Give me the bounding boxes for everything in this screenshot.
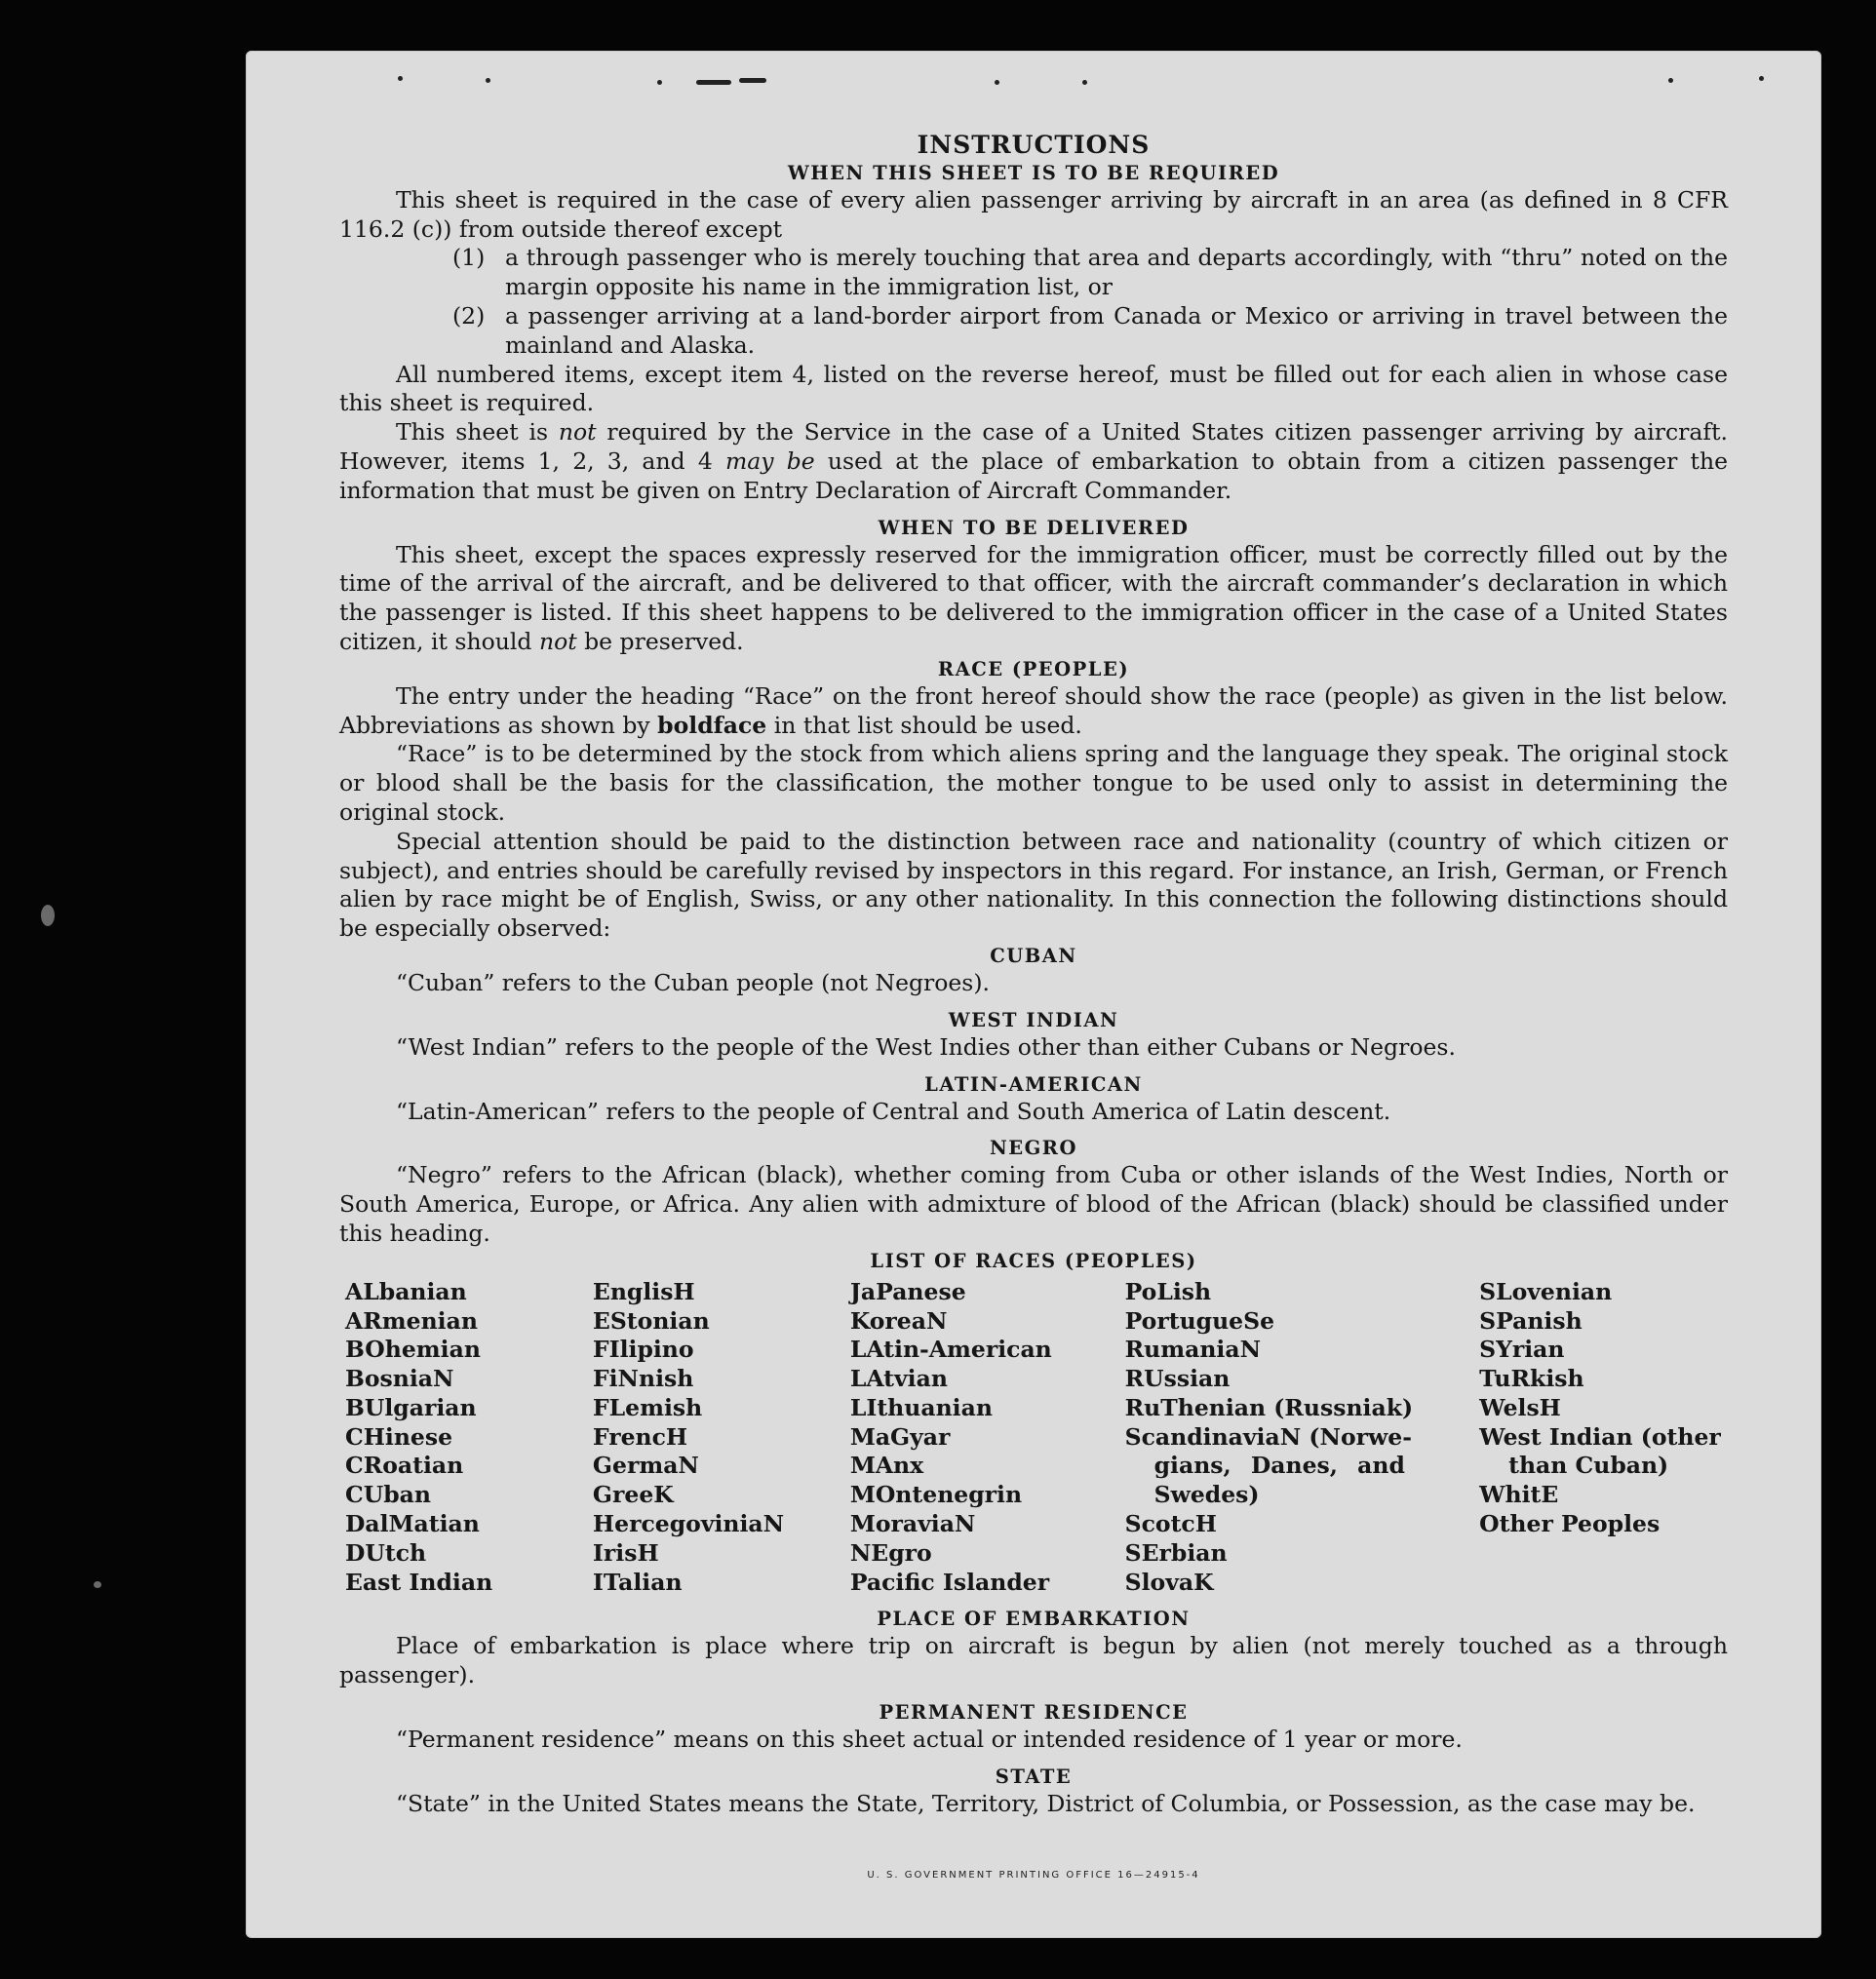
race-entry: MoraviaN [849, 1510, 976, 1538]
race-column [850, 1278, 1125, 1598]
paragraph-race-stock: “Race” is to be determined by the stock from which aliens spring and the language they speak. The original stock or blood shall be the basis for the classification, the mother tongue to be used only to assist in determining the original stock. [339, 740, 1728, 826]
race-entry: CRoatian [345, 1452, 464, 1480]
text-run: used at the place of embarkation to obtain from a citizen passenger the information that must be given on Entry Declaration of Aircraft Commander. [339, 446, 1728, 504]
heading-embarkation: PLACE OF EMBARKATION [877, 1608, 1191, 1631]
race-entry: SYrian [1479, 1336, 1565, 1364]
race-entry: MAnx [849, 1452, 924, 1480]
text-run: required by the Service in the case of a United States citizen passenger arriving by aircraft. However, items 1, 2, 3, and 4 [339, 418, 1728, 475]
race-entry: DalMatian [345, 1510, 480, 1538]
heading-list-of-races: LIST OF RACES (PEOPLES) [870, 1249, 1197, 1272]
race-entry: ScotcH [1124, 1510, 1217, 1538]
race-entry: BOhemian [345, 1336, 481, 1364]
heading-state: STATE [995, 1765, 1073, 1788]
race-column [1479, 1278, 1728, 1598]
race-entry-continued: Swedes) [1153, 1481, 1260, 1509]
race-entry: East Indian [345, 1568, 493, 1596]
printer-imprint: U. S. GOVERNMENT PRINTING OFFICE 16—24915-4 [867, 1870, 1200, 1881]
race-entry: ITalian [592, 1568, 683, 1596]
race-entry: BosniaN [345, 1365, 454, 1393]
race-entry: RuThenian (Russniak) [1124, 1393, 1414, 1421]
punch-mark [1082, 80, 1087, 85]
race-entry-continued: than Cuban) [1508, 1452, 1669, 1480]
heading-negro: NEGRO [989, 1137, 1078, 1160]
item-text: a passenger arriving at a land-border airport from Canada or Mexico or arriving in travel between the mainland and Alaska. [505, 301, 1728, 359]
numbered-item [452, 302, 1728, 361]
heading-cuban: CUBAN [990, 944, 1077, 967]
punch-mark [1668, 78, 1673, 83]
race-entry: WelsH [1479, 1393, 1561, 1421]
race-entry: ALbanian [345, 1277, 467, 1305]
race-entry: PoLish [1124, 1277, 1212, 1305]
race-entry: Other Peoples [1479, 1510, 1661, 1538]
race-entry: West Indian (other [1479, 1422, 1721, 1451]
paragraph-cuban: “Cuban” refers to the Cuban people (not Negroes). [396, 968, 991, 996]
heading-when-delivered: WHEN TO BE DELIVERED [878, 516, 1190, 539]
race-entry: ScandinaviaN (Norwe- [1124, 1422, 1412, 1451]
numbered-item [452, 244, 1728, 302]
race-entry: SErbian [1124, 1538, 1228, 1567]
page-title: INSTRUCTIONS [917, 131, 1151, 159]
race-entry: TuRkish [1479, 1365, 1584, 1393]
race-entry: IrisH [592, 1538, 659, 1567]
text-run: in that list should be used. [766, 711, 1082, 739]
race-entry: WhitE [1479, 1481, 1559, 1509]
race-entry: CUban [345, 1481, 431, 1509]
race-entry: SPanish [1479, 1306, 1583, 1335]
italic-text: may be [724, 446, 815, 475]
race-entry: JaPanese [849, 1277, 966, 1305]
heading-west-indian: WEST INDIAN [948, 1008, 1119, 1031]
race-entry: RUssian [1124, 1365, 1231, 1393]
punch-mark [696, 80, 731, 85]
race-entry: LAtin-American [849, 1336, 1052, 1364]
instructions-content [339, 131, 1728, 1819]
paragraph-embarkation: Place of embarkation is place where trip on aircraft is begun by alien (not merely touched as a through passenger). [339, 1632, 1728, 1689]
paragraph-negro: “Negro” refers to the African (black), whether coming from Cuba or other islands of the West Indies, North or South America, Europe, or Africa. Any alien with admixture of blood of the African (black) should be classified under this heading. [339, 1161, 1728, 1247]
bold-text: boldface [657, 711, 767, 739]
text-run: The entry under the heading “Race” on the front hereof should show the race (people) as given in the list below. Abbreviations as shown by [339, 681, 1728, 739]
scan-speck [94, 1581, 101, 1588]
paragraph-numbered-items: All numbered items, except item 4, listed on the reverse hereof, must be filled out for each alien in whose case this sheet is required. [339, 360, 1728, 417]
paragraph-residence: “Permanent residence” means on this sheet actual or intended residence of 1 year or more. [396, 1726, 1463, 1754]
paragraph-latin-american: “Latin-American” refers to the people of Central and South America of Latin descent. [396, 1097, 1391, 1125]
item-text: a through passenger who is merely touching that area and departs accordingly, with “thru” noted on the margin opposite his name in the immigration list, or [505, 244, 1728, 301]
punch-mark [398, 76, 403, 81]
italic-text: not [558, 418, 597, 446]
race-entry: LIthuanian [849, 1393, 993, 1421]
paragraph-state: “State” in the United States means the State, Territory, District of Columbia, or Possession, as the case may be. [396, 1789, 1696, 1817]
race-entry: NEgro [849, 1538, 932, 1567]
heading-residence: PERMANENT RESIDENCE [879, 1701, 1189, 1725]
paragraph-citizen-passenger [339, 418, 1728, 505]
race-entry: SLovenian [1479, 1277, 1613, 1305]
race-column [1125, 1278, 1479, 1598]
race-entry: KoreaN [849, 1306, 948, 1335]
race-list [345, 1278, 1728, 1598]
race-entry: HercegoviniaN [592, 1510, 785, 1538]
race-column [593, 1278, 850, 1598]
punch-mark [739, 78, 766, 83]
item-number: (1) [452, 244, 486, 272]
race-entry: MaGyar [849, 1422, 951, 1451]
race-entry: EnglisH [592, 1277, 695, 1305]
paragraph-race-entry [339, 682, 1728, 741]
race-entry: Pacific Islander [849, 1568, 1050, 1596]
race-entry: FIlipino [592, 1336, 694, 1364]
paragraph-delivery [339, 541, 1728, 657]
text-run: This sheet, except the spaces expressly reserved for the immigration officer, must be correctly filled out by the time of the arrival of the aircraft, and be delivered to that officer, with the aircraft commander’s declaration in which the passenger is listed. If this sheet happens to be delivered to the immigration officer in the case of a United States citizen, it should [339, 540, 1728, 655]
punch-mark [995, 80, 999, 85]
text-run: be preserved. [576, 627, 744, 655]
punch-mark [486, 78, 490, 83]
race-entry: DUtch [345, 1538, 427, 1567]
paragraph-west-indian: “West Indian” refers to the people of the West Indies other than either Cubans or Negroes. [396, 1032, 1456, 1061]
race-entry: GermaN [592, 1452, 699, 1480]
italic-text: not [538, 627, 577, 655]
race-entry: PortugueSe [1124, 1306, 1275, 1335]
race-entry: FrencH [592, 1422, 688, 1451]
document-sheet [246, 51, 1821, 1938]
paragraph-race-nationality: Special attention should be paid to the distinction between race and nationality (country of which citizen or subject), and entries should be carefully revised by inspectors in this regard. For instance, an Irish, German, or French alien by race might be of English, Swiss, or any other nationality. In this connection the following distinctions should be especially observed: [339, 827, 1728, 943]
race-column [345, 1278, 593, 1598]
heading-latin-american: LATIN-AMERICAN [924, 1072, 1143, 1096]
punch-marks [246, 72, 1821, 92]
race-entry: MOntenegrin [849, 1481, 1023, 1509]
scan-speck [41, 905, 55, 926]
paragraph-required-intro: This sheet is required in the case of every alien passenger arriving by aircraft in an area (as defined in 8 CFR 116.2 (c)) from outside thereof except [339, 185, 1728, 243]
race-entry: ARmenian [345, 1306, 478, 1335]
race-entry: FiNnish [592, 1365, 694, 1393]
punch-mark [657, 80, 662, 85]
heading-race: RACE (PEOPLE) [937, 657, 1130, 680]
race-entry: GreeK [592, 1481, 674, 1509]
punch-mark [1759, 76, 1764, 81]
race-entry-continued: gians, Danes, and [1153, 1452, 1405, 1480]
heading-when-required: WHEN THIS SHEET IS TO BE REQUIRED [787, 161, 1280, 184]
race-entry: LAtvian [849, 1365, 948, 1393]
item-number: (2) [452, 301, 486, 330]
race-entry: SlovaK [1124, 1568, 1214, 1596]
race-entry: RumaniaN [1124, 1336, 1262, 1364]
race-entry: EStonian [592, 1306, 710, 1335]
text-run: This sheet is [396, 418, 559, 446]
race-entry: CHinese [345, 1422, 453, 1451]
race-entry: BUlgarian [345, 1393, 477, 1421]
race-entry: FLemish [592, 1393, 703, 1421]
